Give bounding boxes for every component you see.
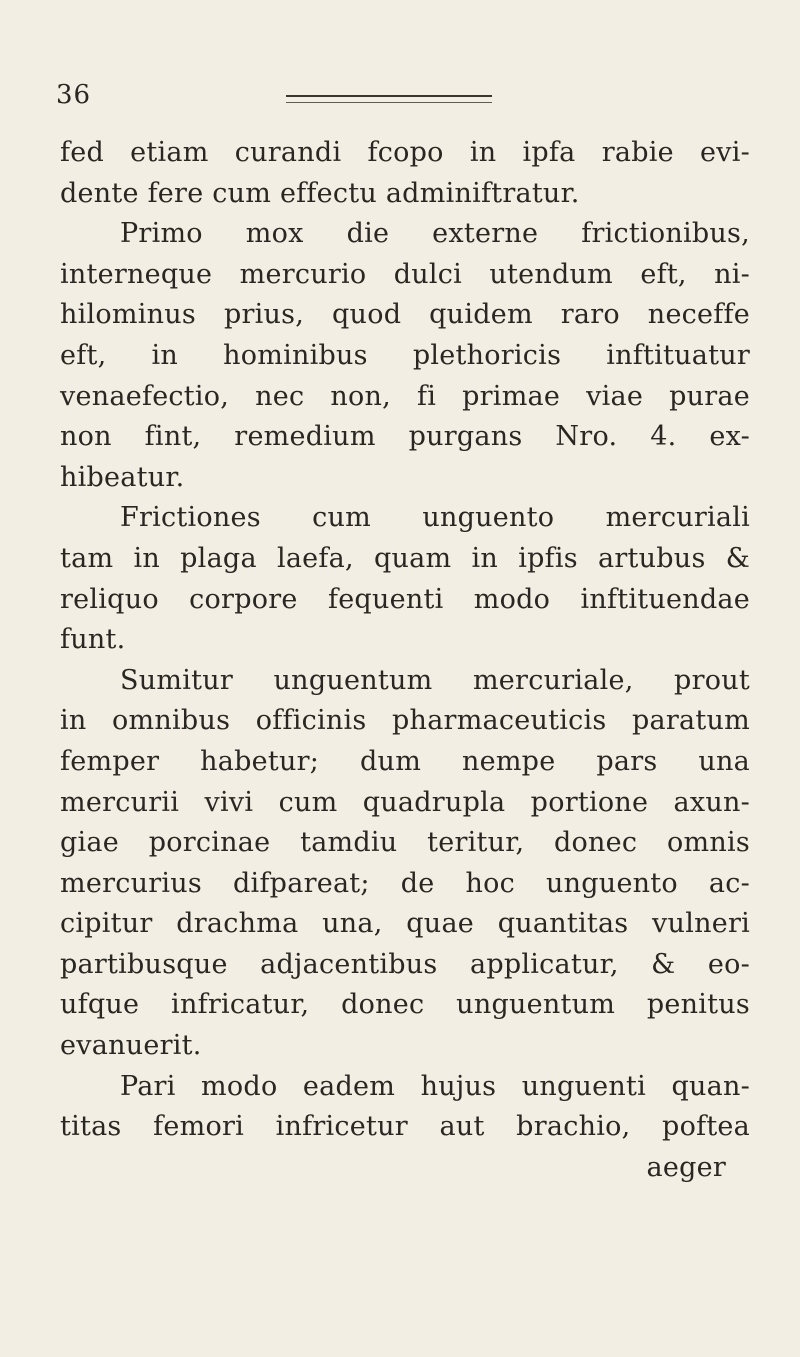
text-line: non fint, remedium purgans Nro. 4. ex- [60,421,750,453]
text-line: giae porcinae tamdiu teritur, donec omnis [60,827,750,859]
text-line: hibeatur. [60,461,185,493]
text-line: in omnibus officinis pharmaceuticis paratum [60,705,750,737]
text-line: femper habetur; dum nempe pars una [60,745,750,777]
text-line: eft, in hominibus plethoricis inftituatur [60,339,750,371]
text-line: Frictiones cum unguento mercuriali [120,502,750,534]
text-line: dente fere cum effectu adminiftratur. [60,177,580,209]
text-line: fed etiam curandi fcopo in ipfa rabie evi- [60,137,750,168]
header-rule [286,95,492,97]
text-line: mercurius difpareat; de hoc unguento ac- [60,867,750,899]
text-line: reliquo corpore fequenti modo inftituendae [60,583,750,615]
text-line: Sumitur unguentum mercuriale, prout [120,664,750,696]
text-line: tam in plaga laefa, quam in ipfis artubus & [60,542,750,574]
text-line: cipitur drachma una, quae quantitas vulneri [60,908,750,940]
text-line: Primo mox die externe frictionibus, [120,218,750,250]
text-line: mercurii vivi cum quadrupla portione axun- [60,786,750,818]
text-line: venaefectio, nec non, fi primae viae purae [60,380,750,412]
header-rule-lower [286,102,492,103]
catchword: aeger [646,1151,726,1183]
text-line: ufque infricatur, donec unguentum penitus [60,989,750,1021]
page-number: 36 [56,80,92,110]
body-text [60,133,750,1188]
text-line: funt. [60,624,126,656]
text-line: interneque mercurio dulci utendum eft, ni- [60,258,750,290]
text-line: Pari modo eadem hujus unguenti quan- [120,1070,750,1102]
text-line: partibusque adjacentibus applicatur, & eo- [60,948,750,980]
text-line: evanuerit. [60,1030,202,1062]
text-line: titas femori infricetur aut brachio, poftea [60,1111,750,1143]
text-line: hilominus prius, quod quidem raro neceffe [60,299,750,331]
